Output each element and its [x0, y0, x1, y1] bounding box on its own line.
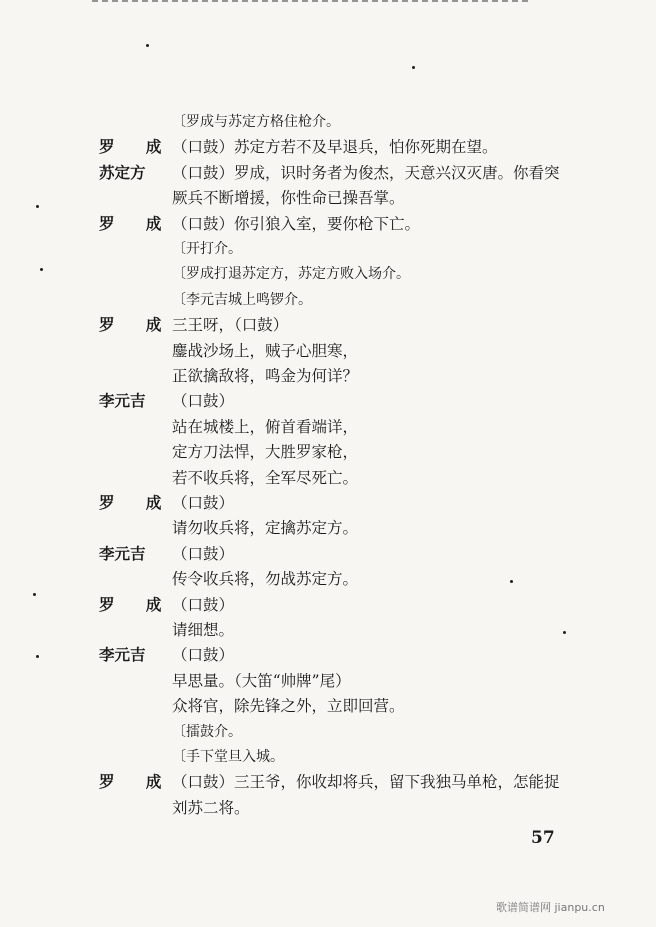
dialogue-line: （口鼓）苏定方若不及早退兵，怕你死期在望。 [172, 138, 498, 157]
speaker-name: 苏定方 [99, 163, 146, 182]
dialogue-line: 众将官，除先锋之外，立即回营。 [172, 697, 405, 716]
dialogue-line: （口鼓）三王爷，你收却将兵，留下我独马单枪，怎能捉 [172, 773, 560, 792]
speaker-name: 罗 成 [99, 214, 175, 233]
page-number: 57 [531, 828, 555, 848]
dialogue-line: （口鼓） [172, 646, 235, 665]
speaker-name: 罗 成 [99, 595, 175, 614]
dialogue-line: （口鼓） [172, 595, 235, 614]
dialogue-line: 刘苏二将。 [172, 798, 250, 817]
site-watermark: 歌谱简谱网 jianpu.cn [496, 901, 605, 914]
stage-direction: 〔擂鼓介。 [172, 723, 242, 740]
speaker-name: 李元吉 [99, 392, 146, 411]
dialogue-line: （口鼓） [172, 392, 235, 411]
dialogue-line: （口鼓）你引狼入室，要你枪下亡。 [172, 214, 421, 233]
speaker-name: 罗 成 [99, 316, 175, 335]
dialogue-line: 正欲擒敌将，鸣金为何详？ [172, 367, 359, 385]
dialogue-line: 请细想。 [172, 621, 235, 639]
dialogue-line: （口鼓） [172, 544, 235, 563]
dialogue-line: （口鼓） [172, 494, 235, 512]
top-edge-rule [92, 0, 528, 5]
dialogue-line: 定方刀法悍，大胜罗家枪， [172, 443, 359, 462]
dialogue-line: 早思量。（大笛“帅牌”尾） [172, 671, 351, 690]
stage-direction: 〔手下堂旦入城。 [172, 749, 284, 765]
stage-direction: 〔李元吉城上鸣锣介。 [172, 291, 312, 308]
speaker-name: 罗 成 [99, 773, 175, 792]
speaker-name: 李元吉 [99, 646, 146, 665]
dialogue-line: 三王呀，（口鼓） [172, 316, 289, 335]
speaker-name: 李元吉 [99, 544, 146, 563]
dialogue-line: 传令收兵将，勿战苏定方。 [172, 570, 359, 589]
dialogue-line: （口鼓）罗成，识时务者为俊杰，天意兴汉灭唐。你看突 [172, 163, 560, 182]
dialogue-line: 若不收兵将，全军尽死亡。 [172, 468, 359, 487]
stage-direction: 〔罗成打退苏定方，苏定方败入场介。 [172, 266, 410, 283]
dialogue-line: 厥兵不断增援，你性命已操吾掌。 [172, 189, 405, 208]
dialogue-line: 请勿收兵将，定擒苏定方。 [172, 519, 359, 538]
speaker-name: 罗 成 [99, 494, 175, 512]
stage-direction: 〔开打介。 [172, 241, 242, 257]
dialogue-line: 鏖战沙场上，贼子心胆寒， [172, 341, 359, 360]
dialogue-line: 站在城楼上，俯首看端详， [172, 417, 359, 436]
speaker-name: 罗 成 [99, 138, 175, 157]
stage-direction: 〔罗成与苏定方格住枪介。 [172, 114, 340, 130]
